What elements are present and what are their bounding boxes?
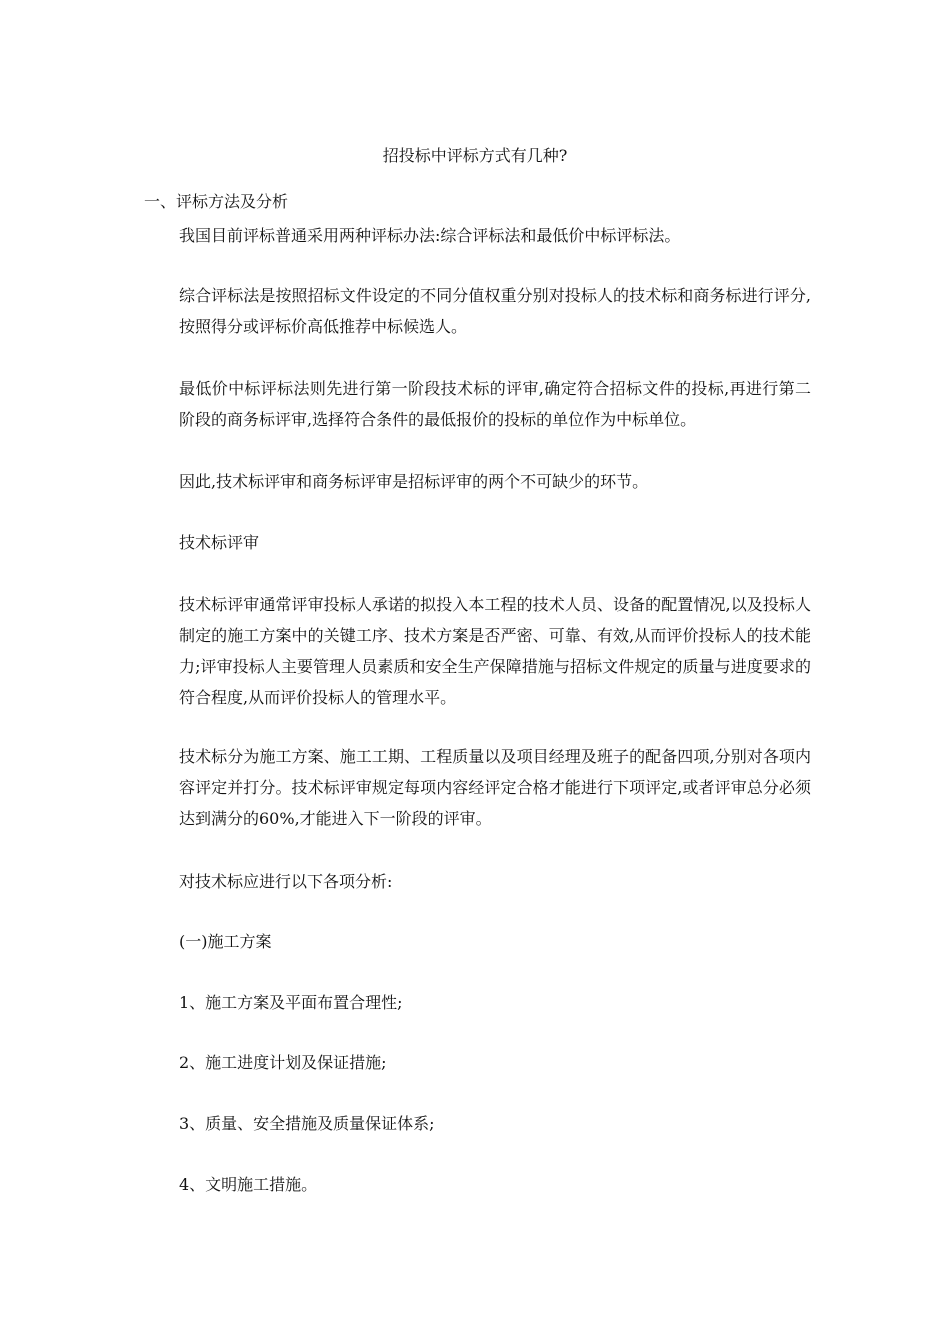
technical-review-heading: 技术标评审 (179, 533, 260, 552)
paragraph-intro: 我国目前评标普通采用两种评标办法:综合评标法和最低价中标评标法。 (179, 226, 681, 245)
document-title: 招投标中评标方式有几种? (382, 146, 568, 165)
paragraph-conclusion: 因此,技术标评审和商务标评审是招标评审的两个不可缺少的环节。 (179, 472, 649, 491)
paragraph-technical-review: 技术标评审通常评审投标人承诺的拟投入本工程的技术人员、设备的配置情况,以及投标人制定的施工方案中的关键工序、技术方案是否严密、可靠、有效,从而评价投标人的技术能力;评审投标人主要管理人员素质和安全生产保障措施与招标文件规定的质量与进度要求的符合程度,从而评价投标人的管理水平。 (179, 595, 811, 707)
paragraph-comprehensive-method: 综合评标法是按照招标文件设定的不同分值权重分别对投标人的技术标和商务标进行评分,按照得分或评标价高低推荐中标候选人。 (179, 286, 811, 336)
list-item: 2、施工进度计划及保证措施; (179, 1053, 387, 1072)
list-item: 1、施工方案及平面布置合理性; (179, 993, 403, 1012)
paragraph-lowest-price-method: 最低价中标评标法则先进行第一阶段技术标的评审,确定符合招标文件的投标,再进行第二阶段的商务标评审,选择符合条件的最低报价的投标的单位作为中标单位。 (179, 379, 811, 429)
subsection-heading: (一)施工方案 (179, 932, 272, 951)
paragraph-technical-scoring: 技术标分为施工方案、施工工期、工程质量以及项目经理及班子的配备四项,分别对各项内容评定并打分。技术标评审规定每项内容经评定合格才能进行下项评定,或者评审总分必须达到满分的60%,才能进入下一阶段的评审。 (179, 747, 811, 828)
paragraph-analysis-intro: 对技术标应进行以下各项分析: (179, 872, 393, 891)
section-heading: 一、评标方法及分析 (144, 192, 289, 211)
list-item: 3、质量、安全措施及质量保证体系; (179, 1114, 435, 1133)
list-item: 4、文明施工措施。 (179, 1175, 318, 1194)
